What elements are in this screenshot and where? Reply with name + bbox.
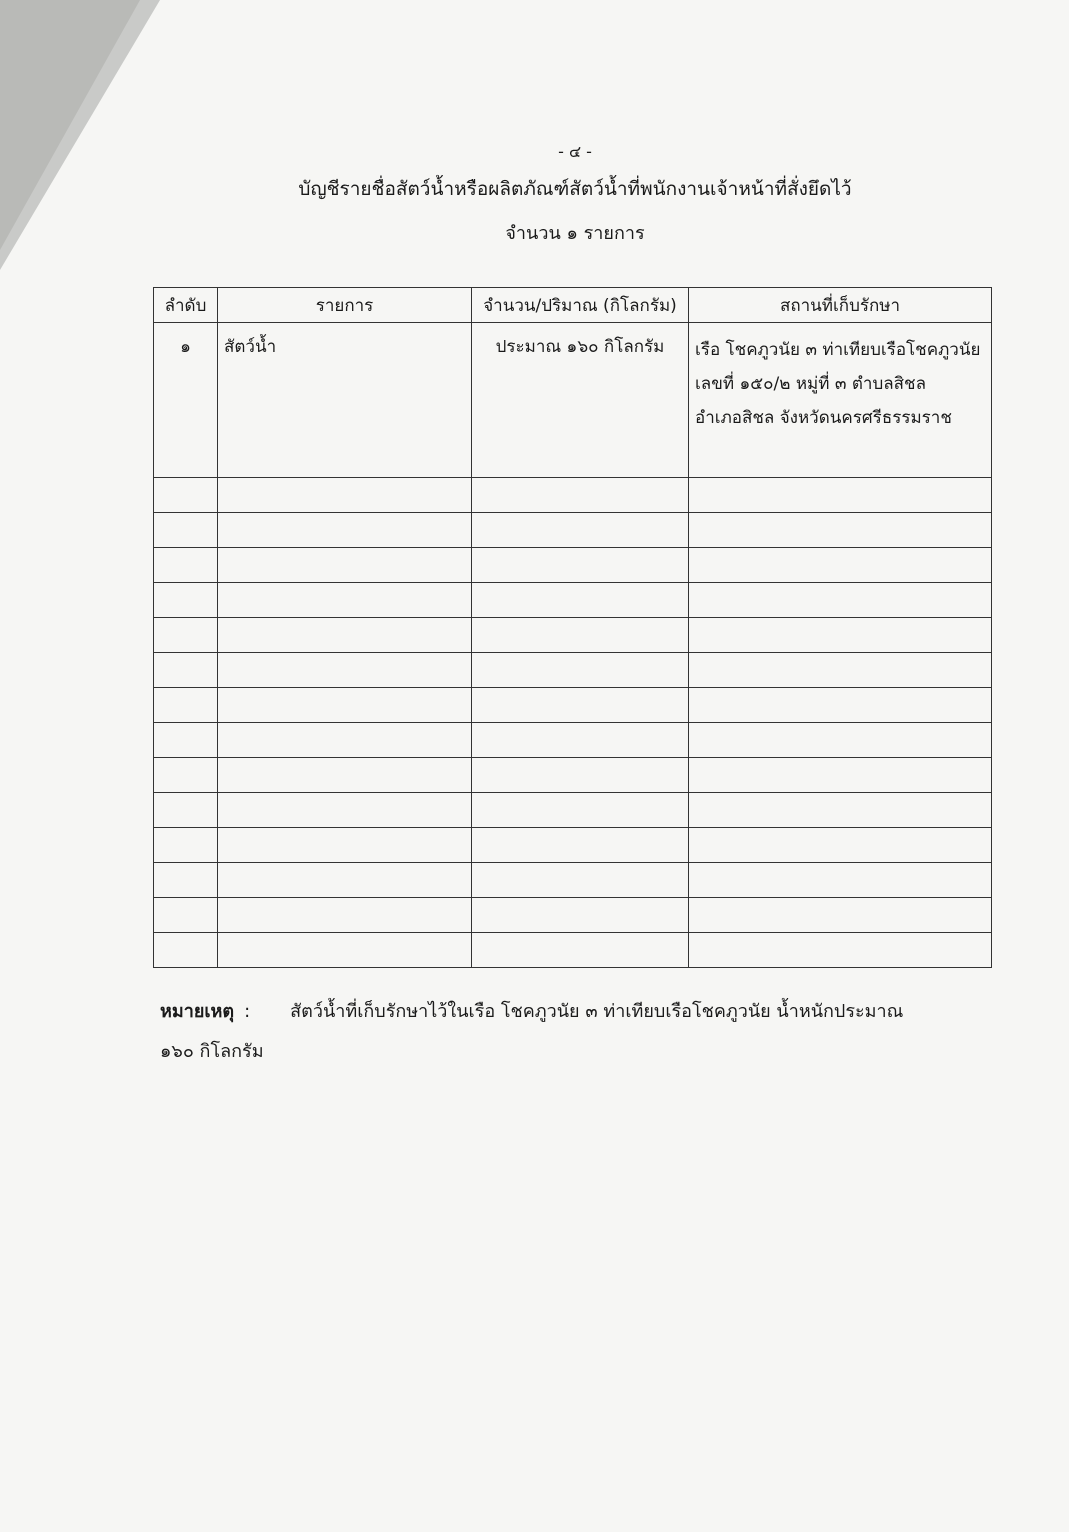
empty-table-row [154,898,992,933]
location-line: เลขที่ ๑๕๐/๒ หมู่ที่ ๓ ตำบลสิชล [695,374,927,394]
table-header-row [154,288,992,323]
table-row [154,323,992,478]
header-no: ลำดับ [154,288,218,323]
remark [160,996,990,1025]
header-item: รายการ [218,288,472,323]
header-qty: จำนวน/ปริมาณ (กิโลกรัม) [472,288,689,323]
location-line: อำเภอสิชล จังหวัดนครศรีธรรมราช [695,408,952,428]
empty-table-row [154,478,992,513]
document-title: บัญชีรายชื่อสัตว์น้ำหรือผลิตภัณฑ์สัตว์น้ำที่พนักงานเจ้าหน้าที่สั่งยึดไว้ [298,178,852,200]
item-count: จำนวน ๑ รายการ [505,223,645,244]
empty-table-row [154,723,992,758]
empty-table-row [154,583,992,618]
header-location: สถานที่เก็บรักษา [689,288,992,323]
cell-location [689,323,992,478]
cell-qty: ประมาณ ๑๖๐ กิโลกรัม [472,323,689,478]
seized-items-table [153,287,992,968]
empty-table-row [154,828,992,863]
empty-table-row [154,933,992,968]
remark-text: สัตว์น้ำที่เก็บรักษาไว้ในเรือ โชคภูวนัย ๓ ท่าเทียบเรือโชคภูวนัย น้ำหนักประมาณ [290,1001,904,1022]
cell-item: สัตว์น้ำ [218,323,472,478]
remark-label: หมายเหตุ [160,1001,235,1022]
empty-table-row [154,548,992,583]
page-number: - ๔ - [558,142,592,161]
empty-table-row [154,653,992,688]
empty-table-row [154,513,992,548]
cell-no: ๑ [154,323,218,478]
empty-table-row [154,758,992,793]
empty-table-row [154,618,992,653]
page-corner-shadow-inner [0,0,140,250]
empty-table-row [154,863,992,898]
location-line: เรือ โชคภูวนัย ๓ ท่าเทียบเรือโชคภูวนัย [695,340,981,360]
remark-text-continued: ๑๖๐ กิโลกรัม [160,1041,264,1062]
empty-table-row [154,688,992,723]
empty-table-row [154,793,992,828]
remark-colon: : [244,1001,251,1022]
